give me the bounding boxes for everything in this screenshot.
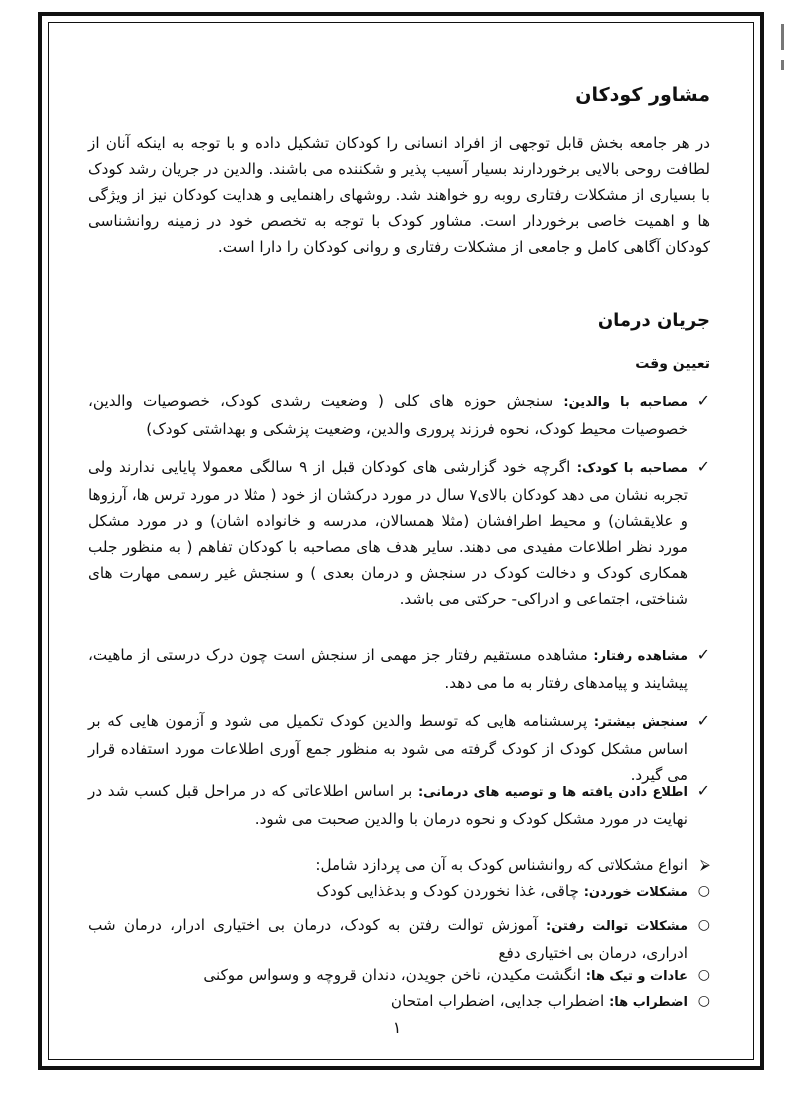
item-text: آموزش توالت رفتن به کودک، درمان بی اختیاری ادرار، درمان شب ادراری، درمان بی اختیاری دفع [88,916,688,962]
list-item [88,878,710,906]
arrow-bullet-icon: ⮚ [700,857,710,873]
list-item [88,708,710,788]
item-label: مشاهده رفتار: [593,649,689,664]
item-text: چاقی، غذا نخوردن کودک و بدغذایی کودک [316,882,584,900]
item-label: مشکلات خوردن: [583,885,688,900]
list-item [88,454,710,612]
check-mark-icon: ✓ [696,457,710,476]
check-mark-icon: ✓ [696,711,710,730]
scan-edge-mark [781,24,784,50]
circle-bullet-icon: ○ [697,967,710,983]
item-label: سنجش بیشتر: [593,715,689,730]
item-label: اضطراب ها: [609,995,688,1010]
item-text: اضطراب جدایی، اضطراب امتحان [390,992,610,1010]
circle-bullet-icon: ○ [697,883,710,899]
problems-intro [88,852,710,878]
scan-edge-mark [781,60,784,70]
item-text: بر اساس اطلاعاتی که در مراحل قبل کسب شد در نهایت در مورد مشکل کودک و نحوه درمان با والدین صحبت می شود. [88,782,688,828]
check-mark-icon: ✓ [696,645,710,664]
check-mark-icon: ✓ [696,391,710,410]
list-item [88,912,710,966]
subsection-heading: تعیین وقت [635,356,710,372]
list-item [88,642,710,696]
item-label: اطلاع دادن یافته ها و توصیه های درمانی: [417,785,688,800]
problems-intro-text: انواع مشکلاتی که روانشناس کودک به آن می پردازد شامل: [315,856,688,874]
item-text: سنجش حوزه های کلی ( وضعیت رشدی کودک، خصوصیات والدین، خصوصیات محیط کودک، نحوه فرزند پروری والدین، وضعیت پزشکی و بهداشتی کودک) [88,392,688,438]
page-number: ۱ [392,1018,402,1037]
item-label: عادات و تیک ها: [585,969,688,984]
circle-bullet-icon: ○ [697,993,710,1009]
item-label: مصاحبه با کودک: [576,461,688,476]
list-item [88,778,710,832]
circle-bullet-icon: ○ [697,917,710,933]
list-item [88,962,710,990]
intro-paragraph: در هر جامعه بخش قابل توجهی از افراد انسانی را کودکان تشکیل داده و با توجه به اینکه آنان از لطافت روحی بالایی برخوردارند بسیار آسیب پذیر و شکننده می باشند. والدین در جریان رشد کودک با بسیاری از مشکلات رفتاری روبه رو خواهند شد. روشهای راهنمایی و هدایت کودکان نیز از ویژگی ها و اهمیت خاصی برخوردار است. مشاور کودک با توجه به تخصص خود در زمینه روانشناسی کودکان آگاهی کامل و جامعی از مشکلات رفتاری و روانی کودکان را دارا است. [88,134,710,256]
list-item [88,388,710,442]
item-text: پرسشنامه هایی که توسط والدین کودک تکمیل می شود و آزمون هایی که بر اساس مشکل کودک از کودک گرفته می شود به منظور جمع آوری اطلاعات مورد استفاده قرار می گیرد. [88,712,688,784]
item-label: مصاحبه با والدین: [563,395,688,410]
list-item [88,988,710,1016]
page-title: مشاور کودکان [575,84,710,106]
item-text: مشاهده مستقیم رفتار جز مهمی از سنجش است چون درک درستی از ماهیت، پیشایند و پیامدهای رفتار به ما می دهد. [88,646,688,692]
item-label: مشکلات توالت رفتن: [546,919,689,934]
item-text: انگشت مکیدن، ناخن جویدن، دندان قروچه و وسواس موکنی [203,966,586,984]
check-mark-icon: ✓ [696,781,710,800]
section-heading: جریان درمان [597,310,710,331]
item-text: اگرچه خود گزارشی های کودکان قبل از ۹ سالگی معمولا پایایی ندارند ولی تجربه نشان می دهد کودکان بالای۷ سال در مورد درکشان از خود ( مثلا در مورد ترس ها، آرزوها و علایقشان) و محیط اطرافشان (مثلا همسالان، مدرسه و خانواده اشان) و در مورد مشکل مورد نظر اطلاعات مفیدی می دهند. سایر هدف های مصاحبه با کودکان تفاهم ( به منظور جلب همکاری کودک و دخالت کودک در سنجش و درمان بعدی ) و سنجش غیر رسمی مهارت های شناختی، اجتماعی و ادراکی- حرکتی می باشد. [88,458,688,608]
